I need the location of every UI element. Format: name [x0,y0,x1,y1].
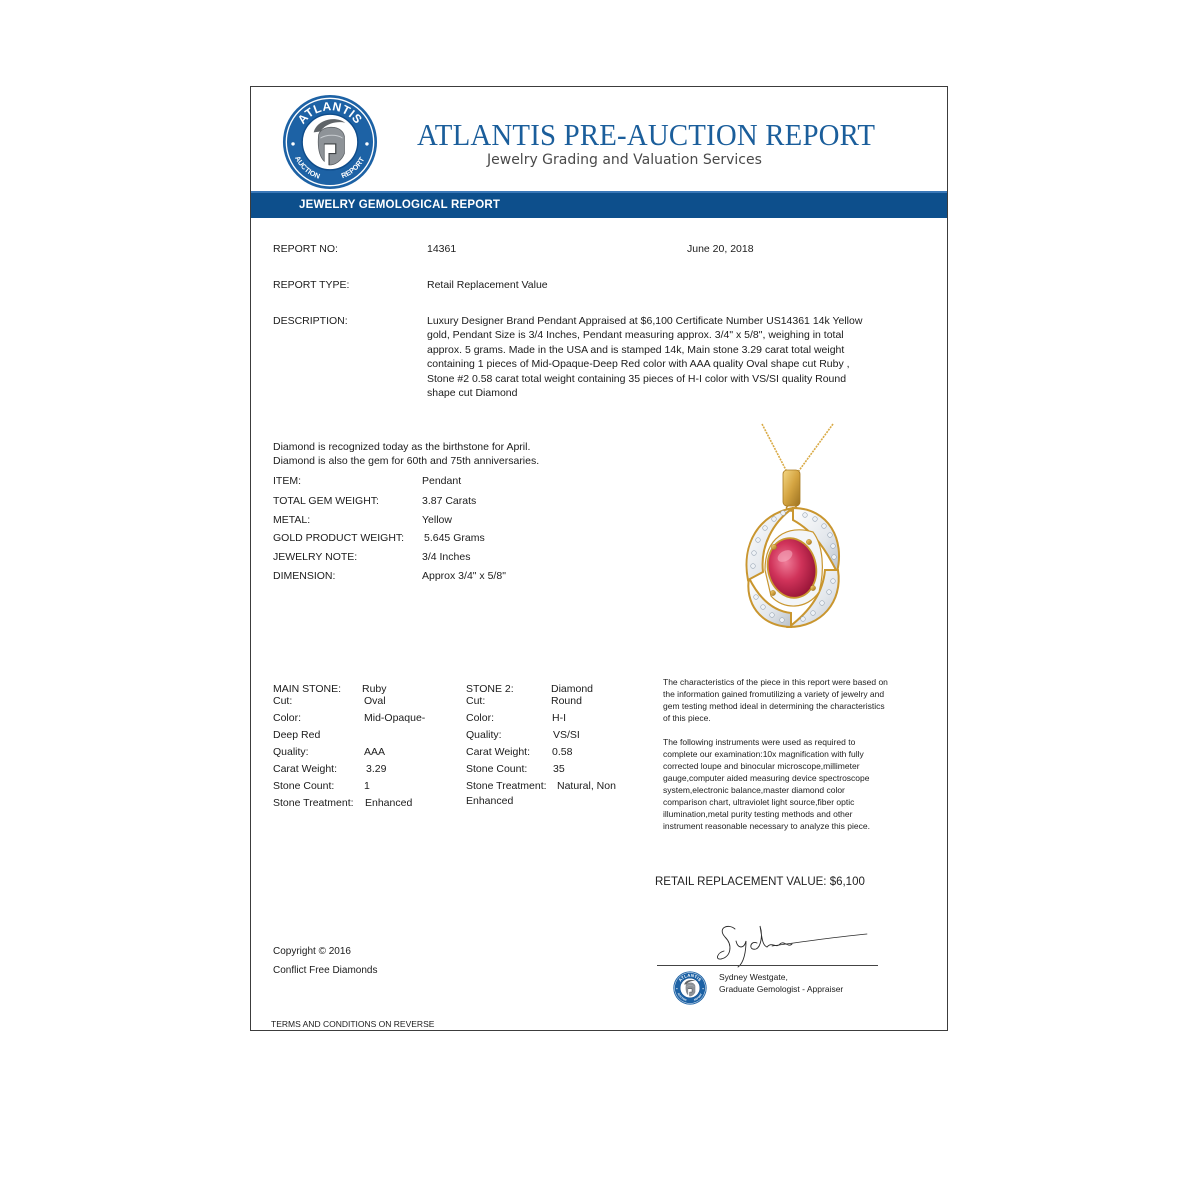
main-stone-count-value: 1 [364,780,370,792]
stone2-quality-value: VS/SI [553,729,580,741]
report-date: June 20, 2018 [687,243,754,255]
stone2-cut-label: Cut: [466,695,486,707]
stone2-heading: STONE 2: [466,683,514,695]
description-line: shape cut Diamond [427,387,518,400]
main-stone-carat-label: Carat Weight: [273,763,337,775]
terms-text: TERMS AND CONDITIONS ON REVERSE [271,1019,435,1029]
main-stone-color-label: Color: [273,712,302,724]
note-line: gem testing method ideal in determining the characteristics [663,701,885,711]
atlantis-logo [282,94,378,190]
characteristics-note [663,676,888,724]
note-line: The characteristics of the piece in this report were based on [663,677,888,687]
stone2-carat-label: Carat Weight: [466,746,530,758]
retail-value-label: RETAIL REPLACEMENT VALUE: [655,876,827,888]
note-line: system,electronic balance,master diamond color [663,785,845,795]
page-title: ATLANTIS PRE-AUCTION REPORT [417,117,876,152]
appraiser-signature [700,915,875,970]
note-line: instrument reasonable necessary to analyze this piece. [663,821,870,831]
detail-metal-value: Yellow [422,514,452,526]
main-stone-cut-label: Cut: [273,695,293,707]
stone2-cut-value: Round [551,695,582,707]
description-line: Stone #2 0.58 carat total weight containing 35 pieces of H-I color with VS/SI quality Round [427,372,847,385]
signature-line [657,965,878,966]
conflict-free-text: Conflict Free Diamonds [273,965,378,976]
report-no-value: 14361 [427,243,457,255]
description-line: approx. 5 grams. Made in the USA and is stamped 14k, Main stone 3.29 carat total weight [427,343,845,356]
stone2-color-value: H-I [552,712,566,724]
birthstone-line: Diamond is also the gem for 60th and 75th anniversaries. [273,455,540,467]
note-line: comparison chart, ultraviolet light source,fiber optic [663,797,855,807]
main-stone-treatment-value: Enhanced [365,797,413,809]
description-line: gold, Pendant Size is 3/4 Inches, Pendant measuring approx. 3/4" x 5/8", weighing in total [427,329,844,342]
description-line: containing 1 pieces of Mid-Opaque-Deep Red color with AAA quality Oval shape cut Ruby , [427,358,850,371]
description-label: DESCRIPTION: [273,315,348,327]
main-stone-quality-label: Quality: [273,746,309,758]
main-stone-carat-value: 3.29 [366,763,387,775]
detail-metal-label: METAL: [273,514,311,526]
appraiser-name: Sydney Westgate, [719,972,788,982]
stone2-carat-value: 0.58 [552,746,573,758]
stone2-type: Diamond [551,683,594,695]
detail-dimension-value: Approx 3/4" x 5/8" [422,570,506,582]
note-line: of this piece. [663,713,711,723]
stone2-treatment-value: Natural, Non [557,780,616,792]
stone2-count-label: Stone Count: [466,763,528,775]
detail-dimension-label: DIMENSION: [273,570,336,582]
detail-gem-weight-value: 3.87 Carats [422,495,477,507]
main-stone-treatment-label: Stone Treatment: [273,797,354,809]
detail-item-value: Pendant [422,475,462,487]
report-type-label: REPORT TYPE: [273,279,350,291]
note-line: the information gained fromutilizing a variety of jewelry and [663,689,885,699]
pendant-image [725,420,855,640]
report-type-value: Retail Replacement Value [427,279,548,291]
note-line: illumination,metal purity testing methods and other [663,809,853,819]
note-line: complete our examination:10x magnification with fully [663,749,864,759]
birthstone-note [273,440,539,468]
detail-gold-weight-value: 5.645 Grams [424,532,485,544]
birthstone-line: Diamond is recognized today as the birthstone for April. [273,441,531,453]
note-line: The following instruments were used as required to [663,737,856,747]
atlantis-logo-small [673,971,707,1005]
note-line: corrected loupe and binocular microscope,millimeter [663,761,860,771]
detail-gold-weight-label: GOLD PRODUCT WEIGHT: [273,532,405,544]
main-stone-type: Ruby [362,683,387,695]
description-line: Luxury Designer Brand Pendant Appraised at $6,100 Certificate Number US14361 14k Yellow [427,315,863,327]
main-stone-quality-value: AAA [364,746,386,758]
main-stone-cut-value: Oval [364,695,386,707]
detail-jewelry-note-value: 3/4 Inches [422,551,471,563]
main-stone-color-value: Mid-Opaque- [364,712,426,724]
detail-gem-weight-label: TOTAL GEM WEIGHT: [273,495,379,507]
report-no-label: REPORT NO: [273,243,338,255]
retail-replacement-value [655,875,865,889]
detail-jewelry-note-label: JEWELRY NOTE: [273,551,358,563]
stone2-color-label: Color: [466,712,495,724]
stone2-treatment-value-cont: Enhanced [466,795,514,807]
pendant-bail [783,470,800,506]
stone2-quality-label: Quality: [466,729,502,741]
note-line: gauge,computer aided measuring device spectroscope [663,773,870,783]
main-stone-heading: MAIN STONE: [273,683,342,695]
copyright-text: Copyright © 2016 [273,946,351,957]
main-stone-color-value-cont: Deep Red [273,729,321,741]
retail-value-amount: $6,100 [829,876,865,888]
instruments-note [663,736,870,832]
appraiser-title: Graduate Gemologist - Appraiser [719,984,844,994]
pendant-chain [762,424,833,472]
stone2-count-value: 35 [553,763,565,775]
detail-item-label: ITEM: [273,475,301,487]
section-band-title: JEWELRY GEMOLOGICAL REPORT [299,199,501,211]
description-text [427,314,862,400]
stone2-treatment-label: Stone Treatment: [466,780,547,792]
main-stone-count-label: Stone Count: [273,780,335,792]
page-subtitle: Jewelry Grading and Valuation Services [487,152,762,168]
